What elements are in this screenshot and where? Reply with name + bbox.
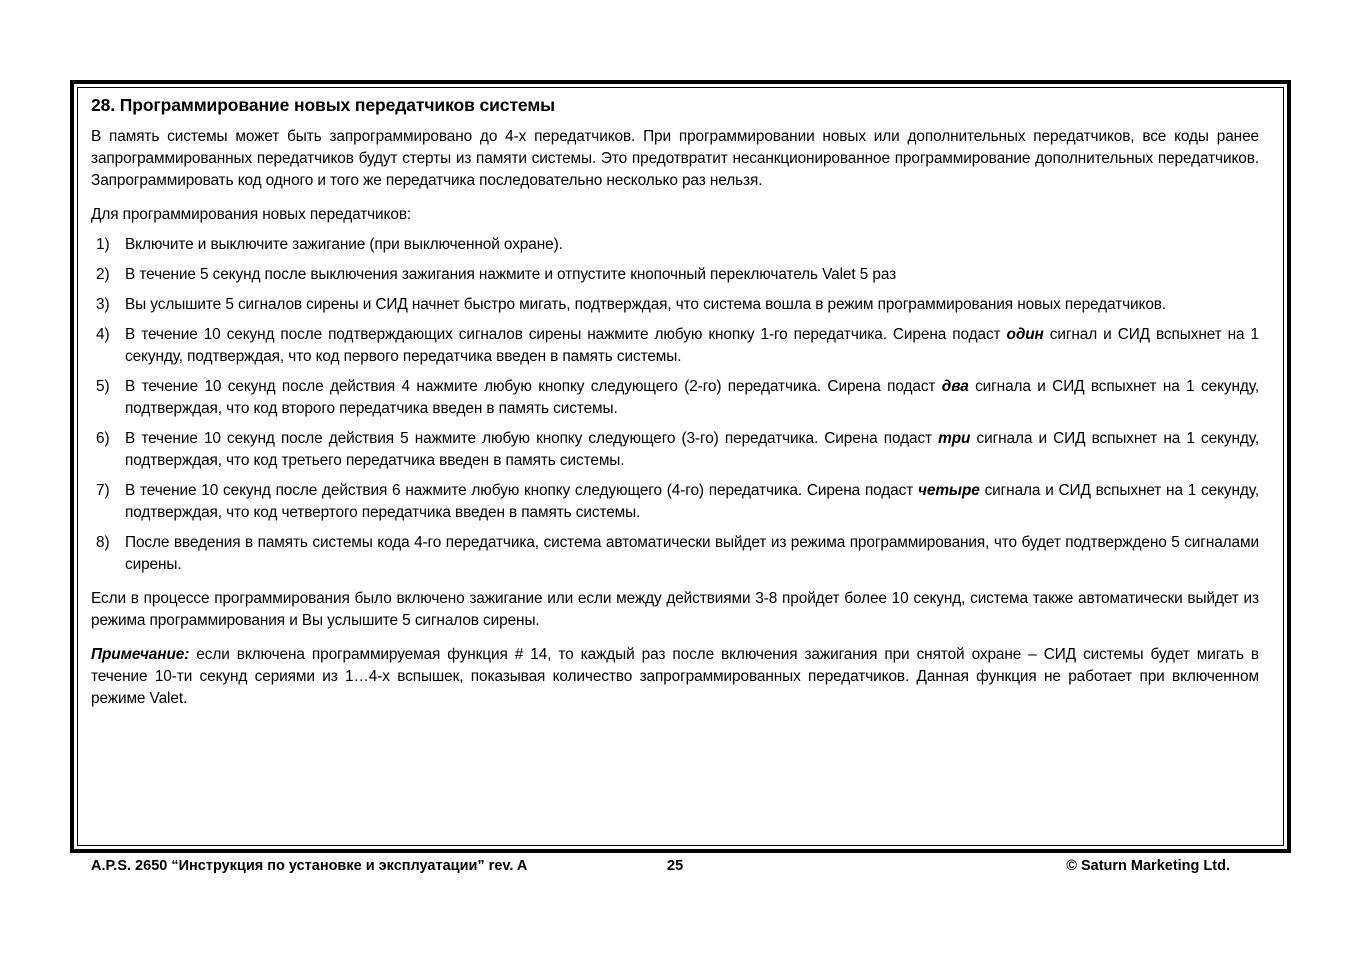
section-title: 28. Программирование новых передатчиков системы xyxy=(91,95,556,115)
step-text: В течение 10 секунд после действия 6 нажмите любую кнопку следующего (4-го) передатчика. Сирена подаст xyxy=(125,482,919,499)
intro-paragraph: В память системы может быть запрограммировано до 4-х передатчиков. При программировании новых или дополнительных передатчиков, все коды ранее запрограммированных передатчиков будут стерты из памяти системы. Это предотвратит несанкционированное программирование дополнительных передатчиков. Запрограммировать код одного и того же передатчика последовательно несколько раз нельзя. xyxy=(91,128,1259,189)
step-number: 1) xyxy=(96,236,110,253)
step-number: 6) xyxy=(96,430,110,447)
step-text-tail: сигнала и СИД вспыхнет на 1 секунду, подтверждая, что код третьего передатчика введен в память системы. xyxy=(125,430,1259,469)
steps-lead: Для программирования новых передатчиков: xyxy=(91,206,412,223)
note-paragraph xyxy=(91,644,1259,710)
step-text: В течение 10 секунд после подтверждающих сигналов сирены нажмите любую кнопку 1-го передатчика. Сирена подаст xyxy=(125,326,1007,343)
step-text: После введения в память системы кода 4-го передатчика, система автоматически выйдет из режима программирования, что будет подтверждено 5 сигналами сирены. xyxy=(125,534,1259,573)
step-number: 2) xyxy=(96,266,110,283)
step-text-tail: сигнала и СИД вспыхнет на 1 секунду, подтверждая, что код четвертого передатчика введен в память системы. xyxy=(125,482,1259,521)
steps-list xyxy=(91,234,1259,576)
step-emphasis: четыре xyxy=(918,482,980,499)
step-text-tail: сигнала и СИД вспыхнет на 1 секунду, подтверждая, что код второго передатчика введен в память системы. xyxy=(125,378,1259,417)
note-text: если включена программируемая функция # 14, то каждый раз после включения зажигания при снятой охране – СИД системы будет мигать в течение 10-ти секунд сериями из 1…4-х вспышек, показывая количество запрограммированных передатчиков. Данная функция не работает при включенном режиме Valet. xyxy=(91,646,1259,707)
step-text-tail: сигнал и СИД вспыхнет на 1 секунду, подтверждая, что код первого передатчика введен в память системы. xyxy=(125,326,1260,365)
step-number: 3) xyxy=(96,296,110,313)
step-item xyxy=(91,324,1259,368)
section-content xyxy=(91,94,1259,722)
note-label: Примечание: xyxy=(91,646,190,663)
step-emphasis: два xyxy=(941,378,969,395)
step-item xyxy=(91,264,1259,286)
step-text: В течение 5 секунд после выключения зажигания нажмите и отпустите кнопочный переключатель Valet 5 раз xyxy=(125,266,897,283)
step-item xyxy=(91,428,1259,472)
step-text: Включите и выключите зажигание (при выключенной охране). xyxy=(125,236,563,253)
step-item xyxy=(91,376,1259,420)
footer-document-title: A.P.S. 2650 “Инструкция по установке и эксплуатации” rev. A xyxy=(91,858,528,874)
step-item xyxy=(91,532,1259,576)
step-number: 7) xyxy=(96,482,110,499)
step-text: В течение 10 секунд после действия 5 нажмите любую кнопку следующего (3-го) передатчика. Сирена подаст xyxy=(125,430,939,447)
footer-page-number: 25 xyxy=(667,858,684,874)
step-item xyxy=(91,480,1259,524)
footer-copyright: © Saturn Marketing Ltd. xyxy=(1066,858,1230,874)
step-item xyxy=(91,294,1259,316)
step-number: 8) xyxy=(96,534,110,551)
step-item xyxy=(91,234,1259,256)
step-number: 5) xyxy=(96,378,110,395)
exit-note-paragraph: Если в процессе программирования было включено зажигание или если между действиями 3-8 пройдет более 10 секунд, система также автоматически выйдет из режима программирования и Вы услышите 5 сигналов сирены. xyxy=(91,590,1259,629)
step-emphasis: один xyxy=(1006,326,1044,343)
step-text: В течение 10 секунд после действия 4 нажмите любую кнопку следующего (2-го) передатчика. Сирена подаст xyxy=(125,378,942,395)
step-emphasis: три xyxy=(938,430,971,447)
step-text: Вы услышите 5 сигналов сирены и СИД начнет быстро мигать, подтверждая, что система вошла в режим программирования новых передатчиков. xyxy=(125,296,1167,313)
step-number: 4) xyxy=(96,326,110,343)
